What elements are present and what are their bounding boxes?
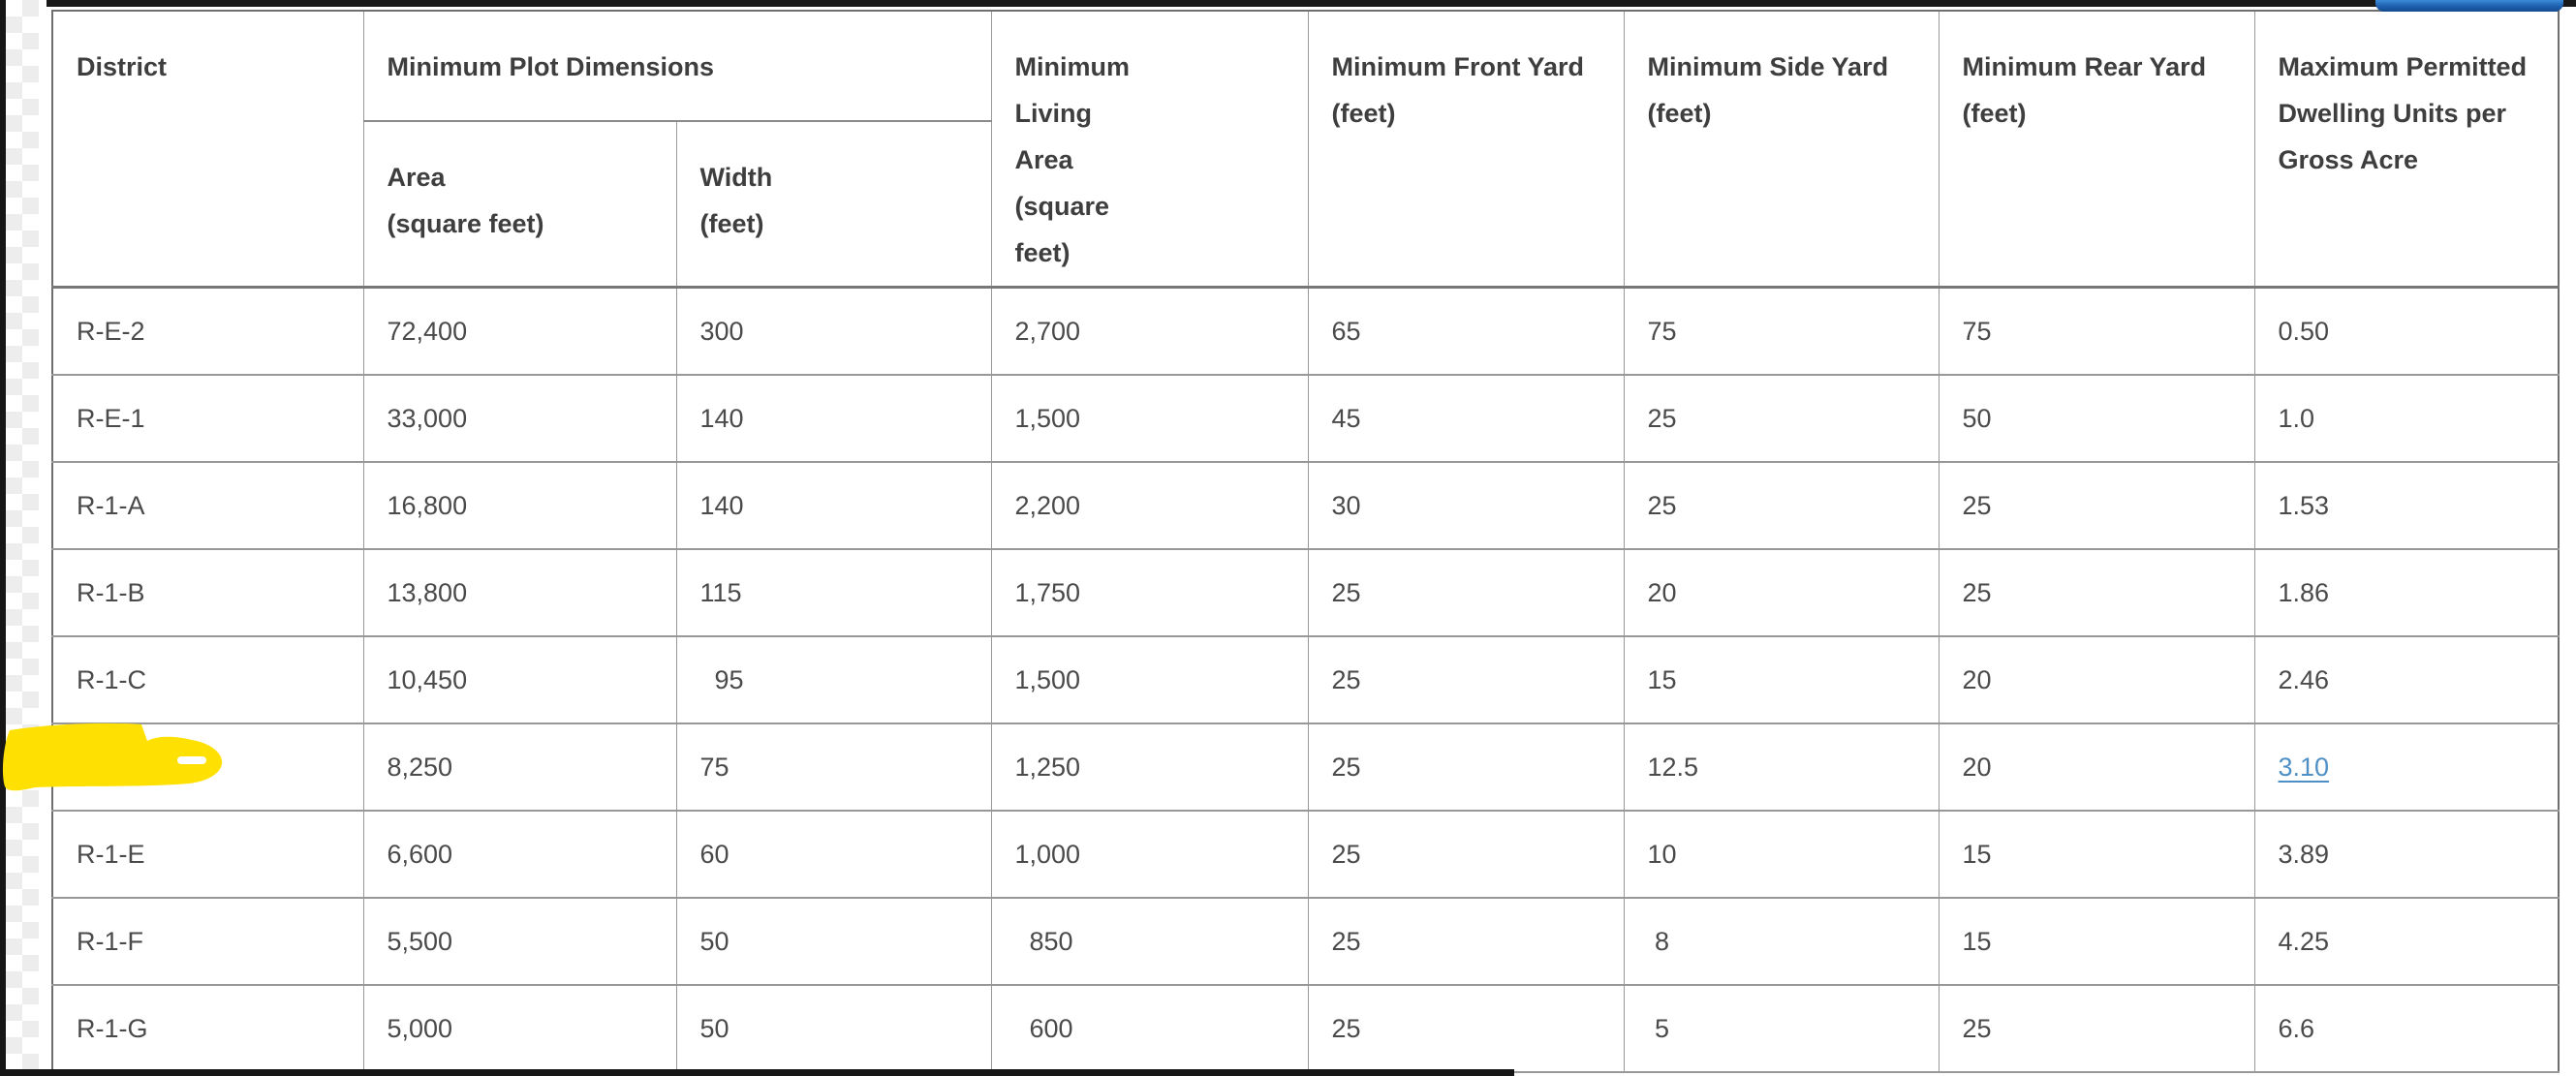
table-cell: 6,600	[363, 811, 676, 898]
col-header-plot-dimensions	[363, 11, 991, 121]
table-cell: R-1-F	[52, 898, 363, 985]
header-label: Gross Acre	[2278, 145, 2419, 174]
table-cell: 16,800	[363, 462, 676, 549]
table-row	[52, 898, 2559, 985]
table-cell: 1,500	[991, 636, 1308, 723]
dwelling-units-link[interactable]: 3.10	[2278, 752, 2330, 782]
header-label: (feet)	[699, 209, 764, 239]
table-cell: 15	[1939, 898, 2254, 985]
table-cell: 8	[1624, 898, 1939, 985]
table-cell: 25	[1308, 811, 1624, 898]
table-cell: R-1-A	[52, 462, 363, 549]
table-cell: 72,400	[363, 288, 676, 376]
table-cell: 95	[676, 636, 991, 723]
table-cell: 12.5	[1624, 723, 1939, 811]
table-cell: 1.86	[2254, 549, 2559, 636]
header-label: Dwelling Units per	[2278, 99, 2507, 128]
col-header-front-yard	[1308, 11, 1624, 288]
table-cell: 65	[1308, 288, 1624, 376]
table-cell: 8,250	[363, 723, 676, 811]
table-cell: 50	[676, 985, 991, 1072]
table-row	[52, 636, 2559, 723]
table-cell: R-E-2	[52, 288, 363, 376]
table-cell: 600	[991, 985, 1308, 1072]
table-row	[52, 288, 2559, 376]
col-header-district	[52, 11, 363, 288]
header-label: (feet)	[1962, 99, 2027, 128]
table-cell: R-1-B	[52, 549, 363, 636]
header-label: Minimum	[1014, 52, 1130, 81]
col-header-side-yard	[1624, 11, 1939, 288]
header-label: Maximum Permitted	[2278, 52, 2528, 81]
table-cell: 25	[1939, 462, 2254, 549]
table-cell	[2254, 723, 2559, 811]
table-cell: 15	[1939, 811, 2254, 898]
table-cell: R-1-C	[52, 636, 363, 723]
table-cell: 25	[1939, 549, 2254, 636]
table-cell: 25	[1308, 898, 1624, 985]
table-cell: R-1-G	[52, 985, 363, 1072]
table-cell: 5,500	[363, 898, 676, 985]
col-header-area	[363, 121, 676, 287]
table-cell: 5,000	[363, 985, 676, 1072]
header-label: Living	[1014, 99, 1092, 128]
zoning-dimensions-table	[51, 10, 2560, 1073]
table-cell: 1.53	[2254, 462, 2559, 549]
table-row	[52, 723, 2559, 811]
table-cell: R-1-E	[52, 811, 363, 898]
table-cell: 2,700	[991, 288, 1308, 376]
table-cell: 20	[1939, 636, 2254, 723]
table-cell: 140	[676, 375, 991, 462]
bottom-window-edge	[0, 1069, 1514, 1076]
table-cell: 50	[676, 898, 991, 985]
col-header-max-dwelling-units	[2254, 11, 2559, 288]
highlight-dash	[177, 756, 206, 764]
table-cell: 2,200	[991, 462, 1308, 549]
header-label: feet)	[1014, 238, 1071, 267]
table-cell: 25	[1624, 375, 1939, 462]
table-row	[52, 985, 2559, 1072]
table-cell: 5	[1624, 985, 1939, 1072]
table-cell: 15	[1624, 636, 1939, 723]
col-header-living-area	[991, 11, 1308, 288]
transparency-checkerboard	[6, 0, 39, 1076]
table-cell: 25	[1308, 985, 1624, 1072]
header-label: Minimum Side Yard	[1647, 52, 1889, 81]
table-cell: 1,000	[991, 811, 1308, 898]
table-cell: 50	[1939, 375, 2254, 462]
table-row	[52, 462, 2559, 549]
table-cell: 75	[1939, 288, 2254, 376]
table-cell: 10,450	[363, 636, 676, 723]
clipped-blue-button[interactable]	[2375, 0, 2563, 12]
table-cell: 1,750	[991, 549, 1308, 636]
header-label: (feet)	[1647, 99, 1712, 128]
header-label: Area	[387, 163, 446, 193]
header-label: Minimum Front Yard	[1331, 52, 1585, 81]
header-label: Minimum Plot Dimensions	[387, 52, 715, 81]
top-window-bar	[47, 0, 2576, 7]
header-label: (square feet)	[387, 209, 544, 239]
table-cell: 6.6	[2254, 985, 2559, 1072]
left-window-edge	[0, 0, 6, 1076]
header-label: District	[77, 52, 168, 81]
header-label: Area	[1014, 145, 1073, 174]
table-cell: 25	[1308, 723, 1624, 811]
table-cell: 25	[1624, 462, 1939, 549]
table-cell: 300	[676, 288, 991, 376]
header-label: (feet)	[1331, 99, 1396, 128]
header-label: Width	[699, 163, 773, 193]
header-label: (square	[1014, 192, 1110, 221]
table-cell: 1,250	[991, 723, 1308, 811]
table-row	[52, 549, 2559, 636]
table-cell: 33,000	[363, 375, 676, 462]
table-header	[52, 11, 2559, 288]
highlight-marker	[0, 717, 233, 798]
col-header-rear-yard	[1939, 11, 2254, 288]
table-cell: 20	[1624, 549, 1939, 636]
table-cell: 13,800	[363, 549, 676, 636]
table-cell: 25	[1939, 985, 2254, 1072]
table-cell: 75	[676, 723, 991, 811]
table-cell: 45	[1308, 375, 1624, 462]
table-cell: 4.25	[2254, 898, 2559, 985]
table-body	[52, 288, 2559, 1073]
table-cell: 850	[991, 898, 1308, 985]
table-cell: 75	[1624, 288, 1939, 376]
table-cell: 115	[676, 549, 991, 636]
table-cell: 1.0	[2254, 375, 2559, 462]
table-row	[52, 811, 2559, 898]
table-cell: R-E-1	[52, 375, 363, 462]
table-cell: 140	[676, 462, 991, 549]
table-cell: 0.50	[2254, 288, 2559, 376]
table-cell: 3.89	[2254, 811, 2559, 898]
header-label: Minimum Rear Yard	[1962, 52, 2207, 81]
col-header-width	[676, 121, 991, 287]
table-cell: 2.46	[2254, 636, 2559, 723]
table-cell: 1,500	[991, 375, 1308, 462]
table-cell: 20	[1939, 723, 2254, 811]
table-cell: 60	[676, 811, 991, 898]
table-cell: 10	[1624, 811, 1939, 898]
table-row	[52, 375, 2559, 462]
table-cell: 25	[1308, 636, 1624, 723]
table-cell: 30	[1308, 462, 1624, 549]
table-cell: 25	[1308, 549, 1624, 636]
